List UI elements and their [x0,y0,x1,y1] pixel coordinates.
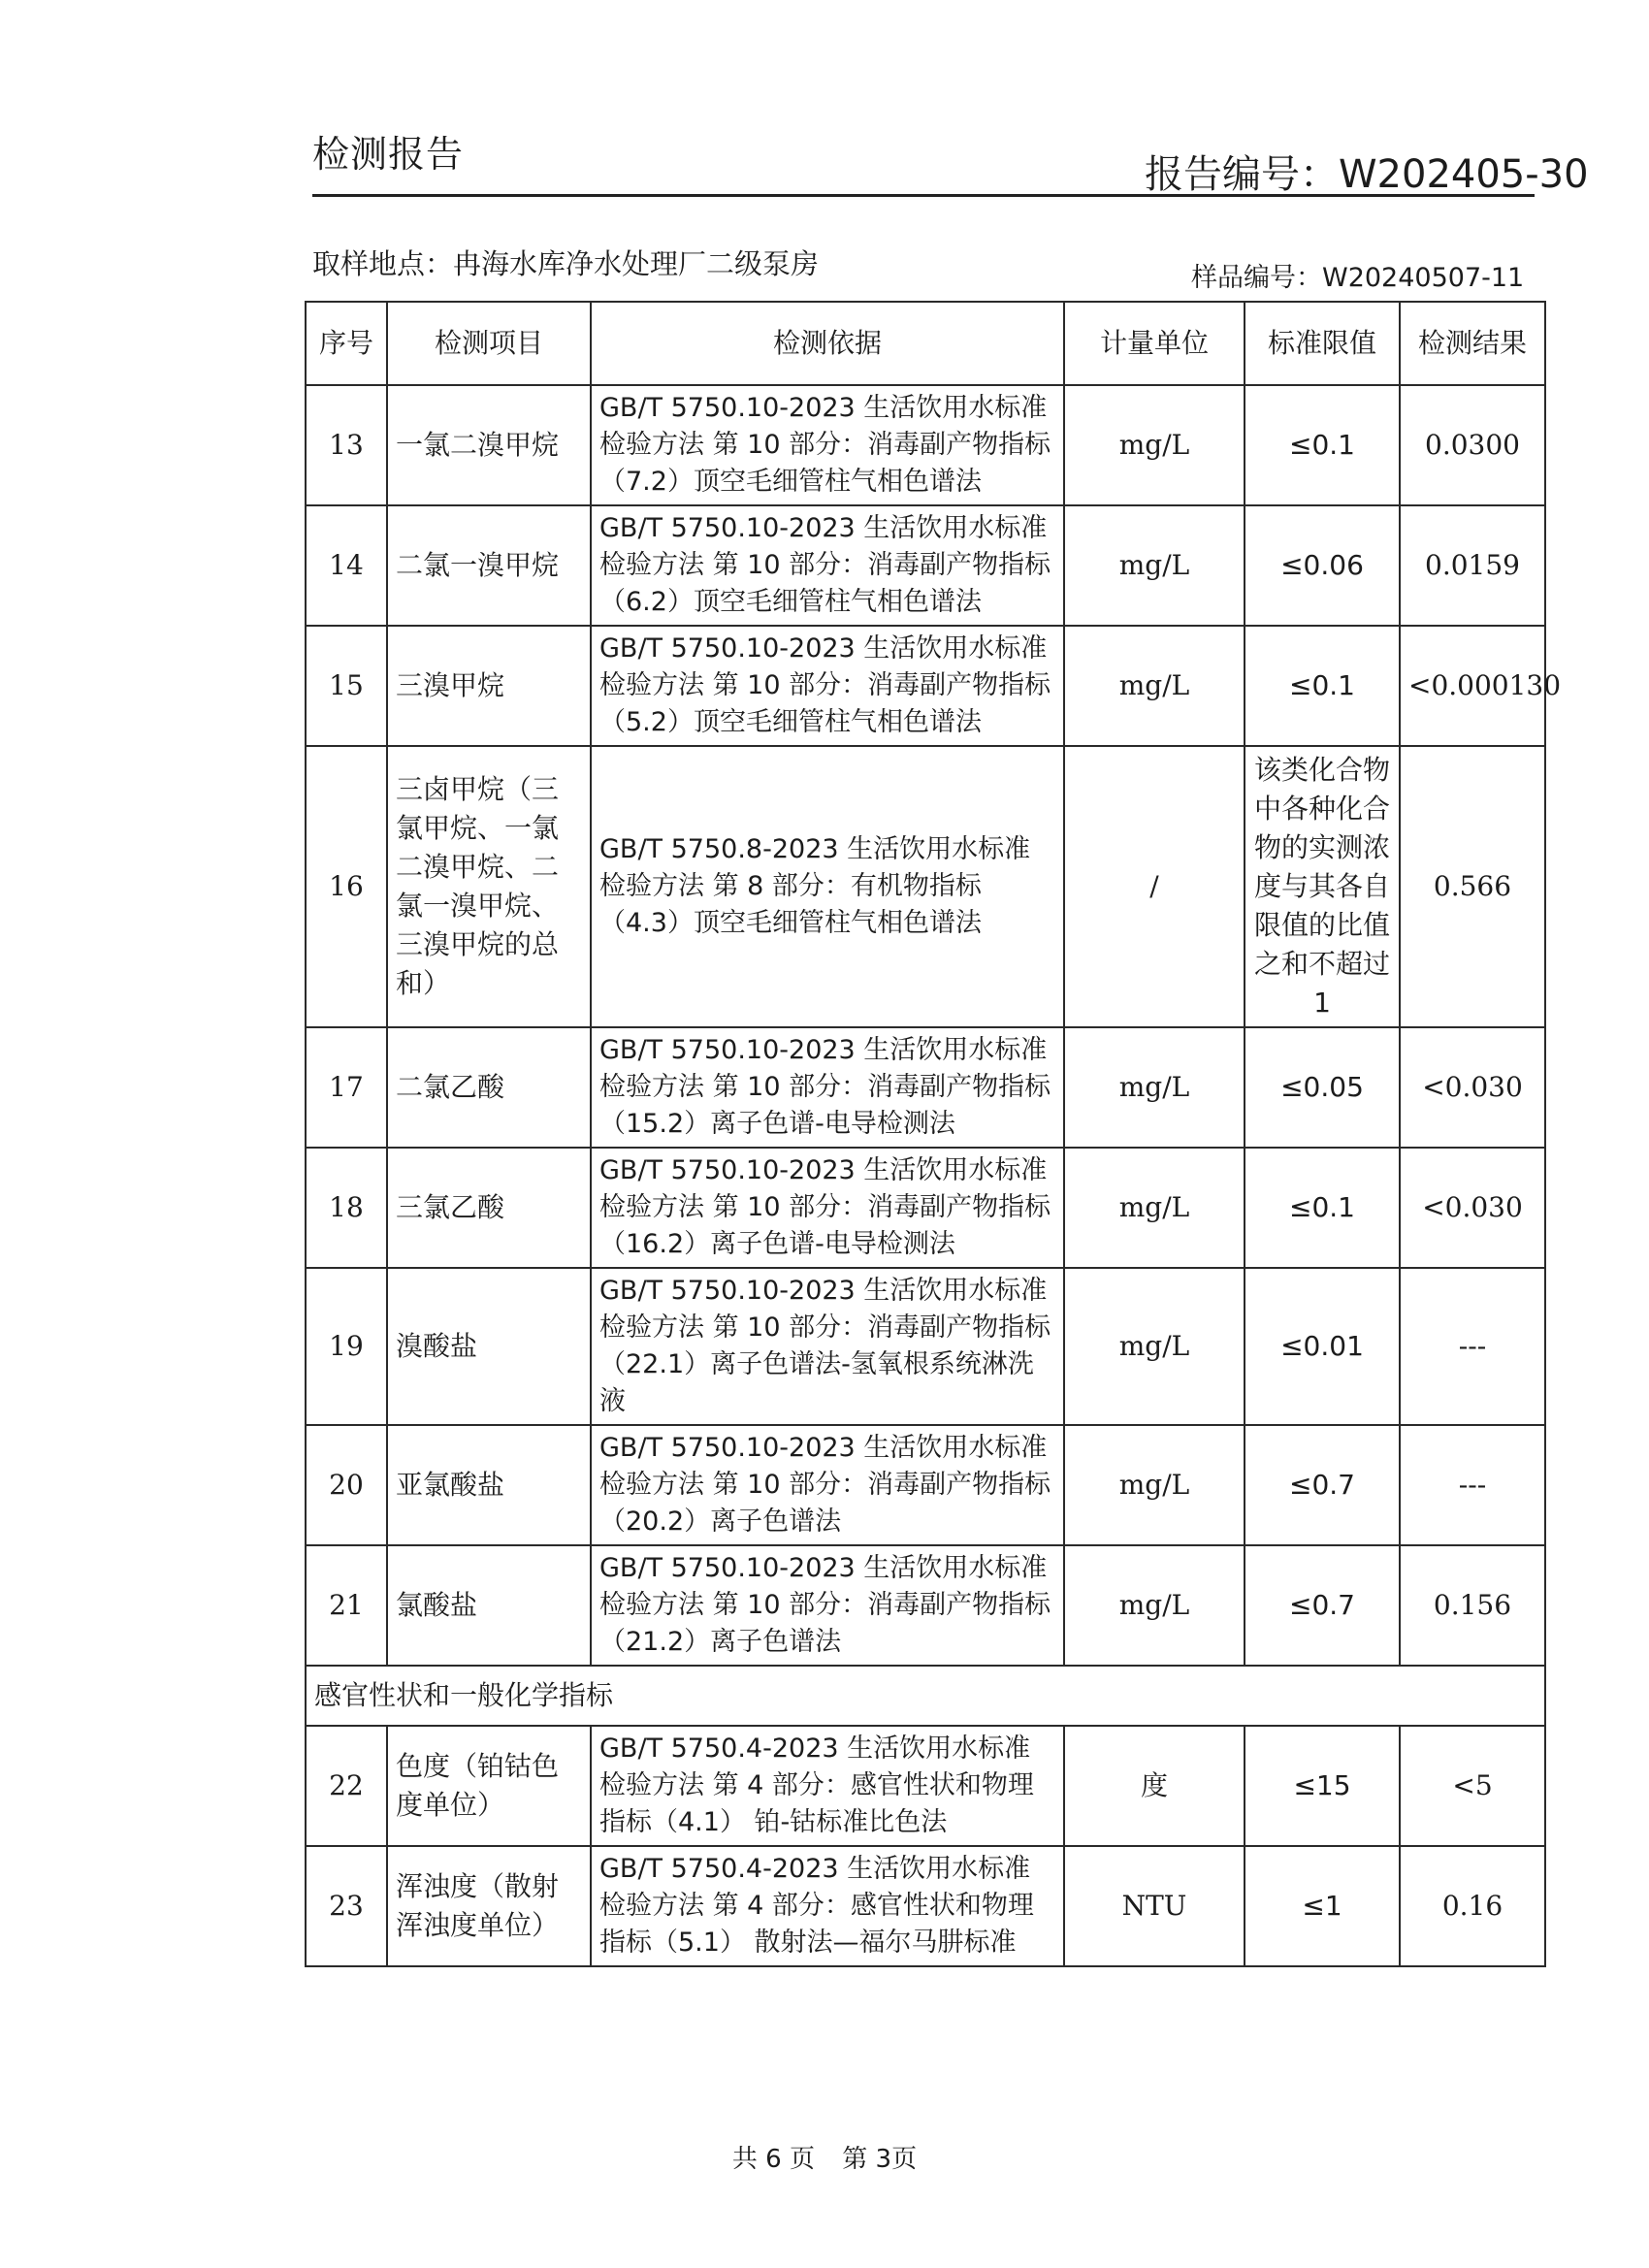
cell-unit: 度 [1064,1726,1245,1846]
cell-basis: GB/T 5750.10-2023 生活饮用水标准检验方法 第 10 部分：消毒副产物指标（20.2）离子色谱法 [591,1425,1064,1545]
header-divider [312,194,1535,197]
cell-no: 20 [306,1425,387,1545]
table-row [306,1545,1545,1666]
cell-basis: GB/T 5750.10-2023 生活饮用水标准检验方法 第 10 部分：消毒副产物指标（16.2）离子色谱-电导检测法 [591,1148,1064,1268]
cell-unit: / [1064,746,1245,1027]
cell-basis: GB/T 5750.10-2023 生活饮用水标准检验方法 第 10 部分：消毒副产物指标（7.2）顶空毛细管柱气相色谱法 [591,385,1064,505]
cell-no: 19 [306,1268,387,1425]
cell-item: 亚氯酸盐 [387,1425,591,1545]
header-basis: 检测依据 [591,302,1064,385]
cell-item: 色度（铂钴色度单位） [387,1726,591,1846]
cell-no: 13 [306,385,387,505]
table-row [306,505,1545,626]
current-page: 第 3页 [842,2145,918,2174]
cell-no: 17 [306,1027,387,1148]
sampling-location: 取样地点：冉海水库净水处理厂二级泵房 [312,247,820,280]
cell-limit: ≤0.1 [1245,626,1400,746]
cell-item: 二氯一溴甲烷 [387,505,591,626]
cell-result: 0.156 [1400,1545,1545,1666]
cell-unit: mg/L [1064,1027,1245,1148]
cell-unit: mg/L [1064,385,1245,505]
cell-item: 二氯乙酸 [387,1027,591,1148]
cell-result: <0.030 [1400,1027,1545,1148]
cell-result: <0.000130 [1400,626,1545,746]
table-header-row [306,302,1545,385]
cell-result: --- [1400,1425,1545,1545]
cell-basis: GB/T 5750.10-2023 生活饮用水标准检验方法 第 10 部分：消毒副产物指标（6.2）顶空毛细管柱气相色谱法 [591,505,1064,626]
header-unit: 计量单位 [1064,302,1245,385]
cell-limit: ≤1 [1245,1846,1400,1966]
cell-limit: ≤0.05 [1245,1027,1400,1148]
cell-basis: GB/T 5750.8-2023 生活饮用水标准检验方法 第 8 部分：有机物指标（4.3）顶空毛细管柱气相色谱法 [591,746,1064,1027]
header-result: 检测结果 [1400,302,1545,385]
cell-item: 三溴甲烷 [387,626,591,746]
table-row [306,746,1545,1027]
cell-limit: ≤0.1 [1245,1148,1400,1268]
cell-item: 浑浊度（散射浑浊度单位） [387,1846,591,1966]
report-number: 报告编号：W202405-30 [1145,152,1589,197]
table-row [306,626,1545,746]
cell-unit: mg/L [1064,626,1245,746]
table-row [306,385,1545,505]
cell-unit: NTU [1064,1846,1245,1966]
cell-unit: mg/L [1064,505,1245,626]
cell-basis: GB/T 5750.10-2023 生活饮用水标准检验方法 第 10 部分：消毒副产物指标（5.2）顶空毛细管柱气相色谱法 [591,626,1064,746]
table-row [306,1846,1545,1966]
cell-result: <5 [1400,1726,1545,1846]
cell-no: 22 [306,1726,387,1846]
header-no: 序号 [306,302,387,385]
cell-unit: mg/L [1064,1545,1245,1666]
table-row [306,1726,1545,1846]
cell-limit: ≤0.7 [1245,1425,1400,1545]
header-item: 检测项目 [387,302,591,385]
cell-unit: mg/L [1064,1425,1245,1545]
page-footer [0,2139,1649,2175]
cell-result: 0.16 [1400,1846,1545,1966]
cell-no: 14 [306,505,387,626]
cell-limit: ≤0.1 [1245,385,1400,505]
cell-no: 23 [306,1846,387,1966]
cell-item: 溴酸盐 [387,1268,591,1425]
section-row [306,1666,1545,1726]
cell-unit: mg/L [1064,1148,1245,1268]
cell-unit: mg/L [1064,1268,1245,1425]
cell-limit: 该类化合物中各种化合物的实测浓度与其各自限值的比值之和不超过1 [1245,746,1400,1027]
cell-basis: GB/T 5750.10-2023 生活饮用水标准检验方法 第 10 部分：消毒副产物指标（21.2）离子色谱法 [591,1545,1064,1666]
cell-no: 16 [306,746,387,1027]
cell-item: 三氯乙酸 [387,1148,591,1268]
cell-no: 18 [306,1148,387,1268]
test-results-table [305,301,1562,1967]
cell-basis: GB/T 5750.4-2023 生活饮用水标准检验方法 第 4 部分：感官性状和物理指标（5.1） 散射法—福尔马肼标准 [591,1846,1064,1966]
cell-limit: ≤15 [1245,1726,1400,1846]
table-row [306,1425,1545,1545]
total-pages: 共 6 页 [731,2145,815,2174]
section-title: 感官性状和一般化学指标 [306,1666,1545,1726]
cell-result: 0.566 [1400,746,1545,1027]
cell-item: 三卤甲烷（三氯甲烷、一氯二溴甲烷、二氯一溴甲烷、三溴甲烷的总和） [387,746,591,1027]
table-row [306,1268,1545,1425]
header-limit: 标准限值 [1245,302,1400,385]
cell-no: 15 [306,626,387,746]
cell-basis: GB/T 5750.4-2023 生活饮用水标准检验方法 第 4 部分：感官性状和物理指标（4.1） 铂-钴标准比色法 [591,1726,1064,1846]
cell-result: <0.030 [1400,1148,1545,1268]
cell-result: 0.0300 [1400,385,1545,505]
cell-limit: ≤0.06 [1245,505,1400,626]
cell-result: --- [1400,1268,1545,1425]
cell-no: 21 [306,1545,387,1666]
cell-limit: ≤0.01 [1245,1268,1400,1425]
table-row [306,1148,1545,1268]
cell-basis: GB/T 5750.10-2023 生活饮用水标准检验方法 第 10 部分：消毒副产物指标（22.1）离子色谱法-氢氧根系统淋洗液 [591,1268,1064,1425]
cell-item: 氯酸盐 [387,1545,591,1666]
cell-basis: GB/T 5750.10-2023 生活饮用水标准检验方法 第 10 部分：消毒副产物指标（15.2）离子色谱-电导检测法 [591,1027,1064,1148]
cell-result: 0.0159 [1400,505,1545,626]
report-title: 检测报告 [312,133,465,176]
cell-limit: ≤0.7 [1245,1545,1400,1666]
cell-item: 一氯二溴甲烷 [387,385,591,505]
sample-number: 样品编号：W20240507-11 [1191,263,1525,293]
table-row [306,1027,1545,1148]
